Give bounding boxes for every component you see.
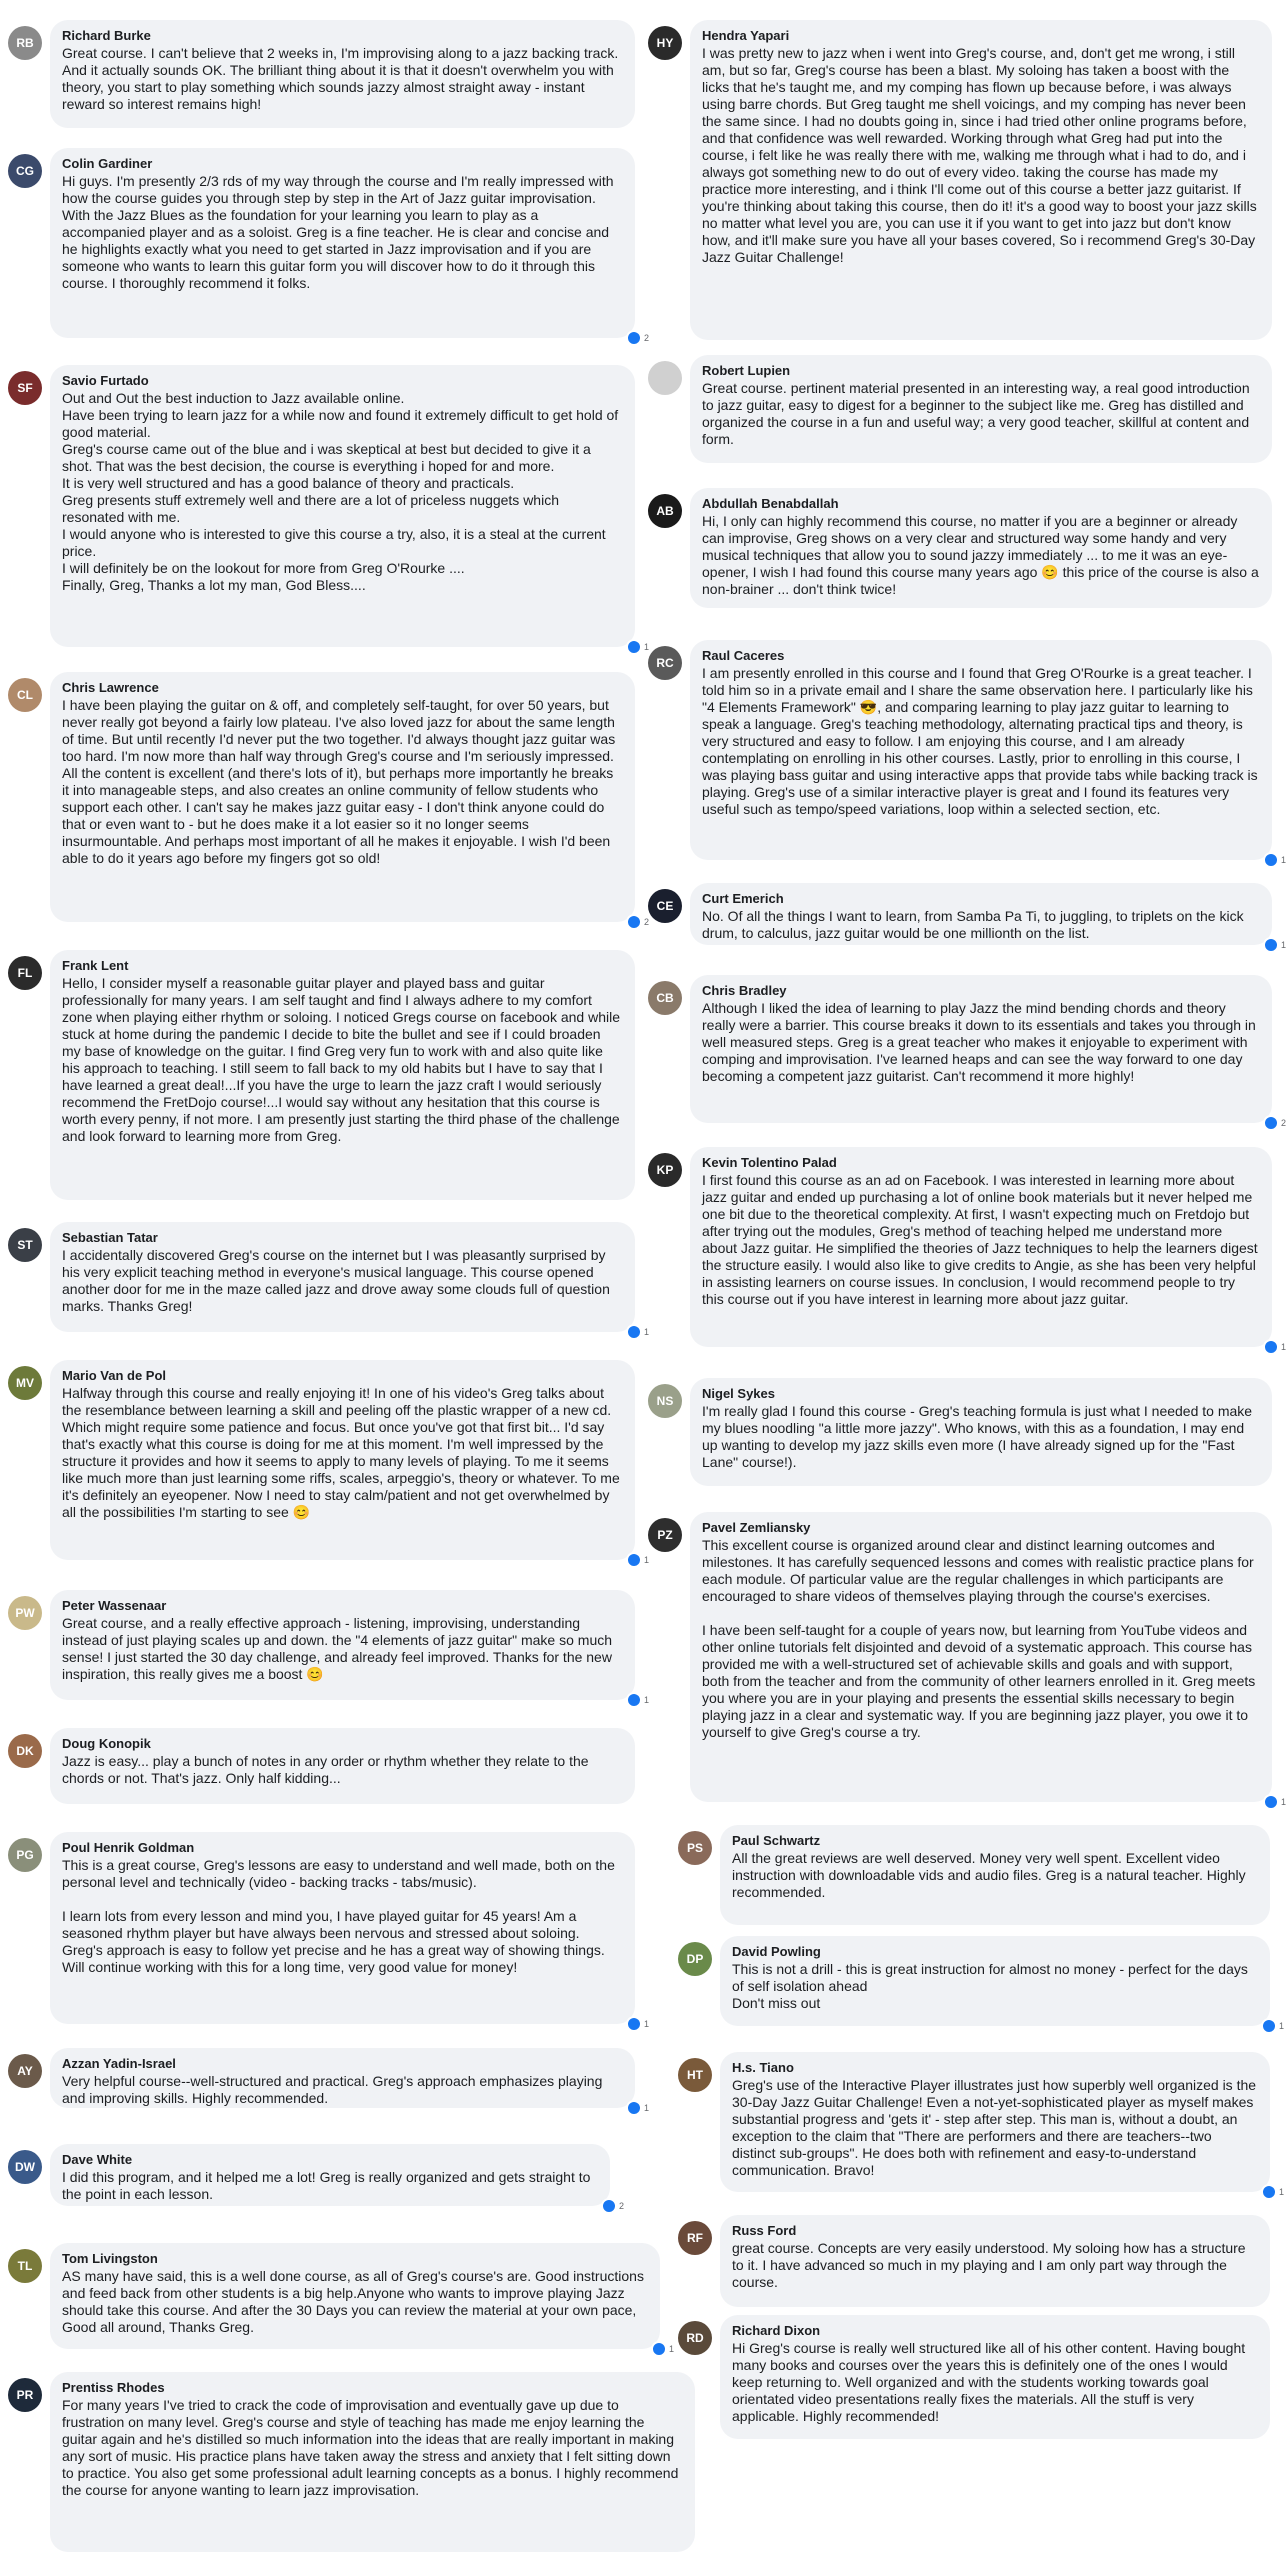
comment-text: Very helpful course--well-structured and practical. Greg's approach emphasizes playing and improving skills. Highly recommended. xyxy=(62,2073,607,2106)
comment-bubble xyxy=(50,365,649,652)
reaction-count[interactable]: 1 xyxy=(626,1324,649,1340)
comment-text: I did this program, and it helped me a lot! Greg is really organized and gets straight to the point in each lesson. xyxy=(62,2169,595,2202)
comment-text: Halfway through this course and really enjoying it! In one of his video's Greg talks about the resemblance between learning a skill and peeling off the plastic wrapper of a new cd. Which might require some patience and focus. But once you've got that first bit... I'd say that's exactly what this course is doing for me at this moment. I'm well impressed by the structure it provides and how it seems to apply to many levels of playing. To me it seems like much more than just learning some riffs, scales, arpeggio's, theory or whatever. To me it's definitely an eyeopener. Now I need to stay calm/patient and not get overwhelmed by all the possibilities I'm starting to see 😊 xyxy=(62,1385,624,1520)
comment-bubble xyxy=(690,640,1286,865)
avatar[interactable]: RC xyxy=(648,646,682,680)
like-icon xyxy=(651,2341,667,2357)
commenter-name[interactable]: Doug Konopik xyxy=(62,1736,151,1751)
comment-bubble xyxy=(50,148,649,343)
like-icon xyxy=(1263,852,1279,868)
comment-bubble xyxy=(720,1825,1270,1925)
like-icon xyxy=(626,1692,642,1708)
comment-text: I have been playing the guitar on & off, and completely self-taught, for over 50 years, but never really got beyond a fairly low plateau. I've also loved jazz for about the same length of time. But until recently I'd never put the two together. I'd always thought jazz guitar was too hard. I'm now more than half way through Greg's course and I'm seriously impressed. All the content is excellent (and there's lots of it), but perhaps more importantly he breaks it into manageable steps, and also creates an online community of fellow students who support each other. I can't say he makes jazz guitar easy - I don't think anyone could do that or even want to - but he does make it a lot easier so it no longer seems insurmountable. And perhaps most important of all he makes it enjoyable. I wish I'd been able to do it years ago before my fingers got so old! xyxy=(62,697,620,866)
comment-text: Great course. pertinent material presented in an interesting way, a real good introduction to jazz guitar, easy to digest for a beginner to the subject like me. Greg has distilled and organized the course in a fun and useful way; a very good teacher, skillful at content and form. xyxy=(702,380,1254,447)
commenter-name[interactable]: Dave White xyxy=(62,2152,133,2167)
comment-bubble xyxy=(720,2315,1270,2439)
comment-text: Although I liked the idea of learning to play Jazz the mind bending chords and theory really were a barrier. This course breaks it down to its essentials and takes you through in well measured steps. Greg is a great teacher who makes it enjoyable to experiment with comping and improvisation. I've learned heaps and can see the way forward to one day becoming a competent jazz guitarist. Can't recommend it more highly! xyxy=(702,1000,1260,1084)
avatar[interactable] xyxy=(648,361,682,395)
reaction-count[interactable]: 1 xyxy=(1261,2018,1284,2034)
like-icon xyxy=(626,2100,642,2116)
comment-text: This is not a drill - this is great instruction for almost no money - perfect for the days of self isolation ahead Don't miss out xyxy=(732,1961,1248,2011)
commenter-name[interactable]: Frank Lent xyxy=(62,958,129,973)
like-icon xyxy=(601,2198,617,2214)
comment-text: great course. Concepts are very easily understood. My soloing how has a structure to it. I have advanced so much in my playing and I am only part way through the course. xyxy=(732,2240,1250,2290)
like-icon xyxy=(626,914,642,930)
comment-text: I first found this course as an ad on Facebook. I was interested in learning more about jazz guitar and ended up purchasing a lot of online book materials but it never helped me one bit due to the theoretical complexity. At first, I wasn't expecting much on Fretdojo but after trying out the modules, Greg's method of teaching helped me understand more about Jazz guitar. He simplified the theories of Jazz techniques to help the learners digest the structure easily. I would also like to give credits to Angie, as she has been very helpful in assisting learners on course issues. In conclusion, I would recommend people to try this course out if you have interest in learning more about jazz guitar. xyxy=(702,1172,1262,1307)
comment-bubble xyxy=(720,1936,1284,2031)
comment-text: All the great reviews are well deserved. Money very well spent. Excellent video instruction with downloadable vids and audio files. Greg is a natural teacher. Highly recommended. xyxy=(732,1850,1250,1900)
reaction-count[interactable]: 2 xyxy=(626,914,649,930)
avatar[interactable]: PZ xyxy=(648,1518,682,1552)
avatar[interactable]: CB xyxy=(648,981,682,1015)
commenter-name[interactable]: Raul Caceres xyxy=(702,648,785,663)
comment-bubble xyxy=(50,2144,624,2211)
commenter-name[interactable]: Chris Bradley xyxy=(702,983,787,998)
comment-bubble xyxy=(690,355,1272,463)
comment-bubble xyxy=(50,2048,649,2113)
like-icon xyxy=(626,1324,642,1340)
like-icon xyxy=(1261,2018,1277,2034)
avatar[interactable]: HT xyxy=(678,2058,712,2092)
avatar[interactable]: DW xyxy=(8,2150,42,2184)
avatar[interactable]: DK xyxy=(8,1734,42,1768)
commenter-name[interactable]: Chris Lawrence xyxy=(62,680,159,695)
comment-bubble xyxy=(690,883,1286,950)
avatar[interactable]: CE xyxy=(648,889,682,923)
reaction-count[interactable]: 2 xyxy=(601,2198,624,2214)
commenter-name[interactable]: Abdullah Benabdallah xyxy=(702,496,839,511)
comment-text: Hi, I only can highly recommend this course, no matter if you are a beginner or already can improvise, Greg shows on a very clear and structured way some handy and very musical techniques that allow you to sound jazzy immediately ... to me it was an eye-opener, I wish I had found this course many years ago 😊 this price of the course is also a non-brainer ... don't think twice! xyxy=(702,513,1263,597)
comment-text: This excellent course is organized around clear and distinct learning outcomes and milestones. It has carefully sequenced lessons and comes with realistic practice plans for each module. Of particular value are the regular challenges in which participants are encouraged to share videos of themselves playing through the course's exercises. I have been self-taught for a couple of years now, but learning from YouTube videos and other online tutorials felt disjointed and devoid of a systematic approach. This course has provided me with a well-structured set of achievable skills and goals and with support, both from the teacher and from the community of other learners enrolled in it. Greg meets you where you are in your playing and presents the essential skills necessary to begin playing jazz in a clear and systematic way. If you are beginning jazz player, you owe it to yourself to give Greg's course a try. xyxy=(702,1537,1256,1740)
avatar[interactable]: KP xyxy=(648,1153,682,1187)
comment-text: This is a great course, Greg's lessons are easy to understand and well made, both on the personal level and technically (video - backing tracks - tabs/music). I learn lots from every lesson and mind you, I have played guitar for 45 years! Am a seasoned rhythm player but have always been nervous and stressed about soloing. Greg's approach is easy to follow yet precise and he has a great way of showing things. Will continue working with this for a long time, very good value for money! xyxy=(62,1857,615,1975)
avatar[interactable]: TL xyxy=(8,2249,42,2283)
like-icon xyxy=(1261,2184,1277,2200)
comment-text: Great course. I can't believe that 2 weeks in, I'm improvising along to a jazz backing track. And it actually sounds OK. The brilliant thing about it is that it doesn't overwhelm you with theory, you start to play something which sounds jazzy almost straight away - instant reward so interest remains high! xyxy=(62,45,622,112)
comment-bubble xyxy=(50,1728,635,1804)
avatar[interactable]: PR xyxy=(8,2378,42,2412)
comment-text: Great course, and a really effective approach - listening, improvising, understanding instead of just playing scales up and down. the "4 elements of jazz guitar" make so much sense! I just started the 30 day challenge, and already feel improved. Thanks for the new inspiration, this really gives me a boost 😊 xyxy=(62,1615,616,1682)
avatar[interactable]: AY xyxy=(8,2054,42,2088)
avatar[interactable]: PW xyxy=(8,1596,42,1630)
comment-bubble xyxy=(690,975,1286,1128)
commenter-name[interactable]: H.s. Tiano xyxy=(732,2060,794,2075)
comment-text: Hi Greg's course is really well structured like all of his other content. Having bought many books and courses over the years this is definitely one of the ones I would keep returning to. Well organized and with the students working towards goal orientated video presentations really fixes the materials. All the stuff is very applicable. Highly recommended! xyxy=(732,2340,1250,2424)
reaction-count[interactable]: 1 xyxy=(626,639,649,655)
commenter-name[interactable]: Peter Wassenaar xyxy=(62,1598,167,1613)
avatar[interactable]: CG xyxy=(8,154,42,188)
reaction-count[interactable]: 2 xyxy=(626,330,649,346)
like-icon xyxy=(626,2016,642,2032)
commenter-name[interactable]: Prentiss Rhodes xyxy=(62,2380,165,2395)
comment-text: Hi guys. I'm presently 2/3 rds of my way through the course and I'm really impressed with how the course guides you through step by step in the Art of Jazz guitar improvisation. With the Jazz Blues as the foundation for your learning you learn to play as a accompanied player and as a soloist. Greg is a fine teacher. He is clear and concise and he highlights exactly what you need to get started in Jazz improvisation and if you are someone who wants to learn this guitar form you will discover how to do it through this course. I thoroughly recommend it folks. xyxy=(62,173,618,291)
comment-text: No. Of all the things I want to learn, from Samba Pa Ti, to juggling, to triplets on the kick drum, to calculus, jazz guitar would be one millionth on the list. xyxy=(702,908,1248,941)
commenter-name[interactable]: Robert Lupien xyxy=(702,363,791,378)
comment-text: For many years I've tried to crack the code of improvisation and eventually gave up due to frustration on many level. Greg's course and style of teaching has made me enjoy learning the guitar again and he's distilled so much information into the ideas that are really important in making any sort of music. His practice plans have taken away the stress and anxiety that I felt sitting down to practice. You also get some professional adult learning concepts as a bonus. I highly recommend the course for anyone wanting to learn jazz improvisation. xyxy=(62,2397,683,2498)
avatar[interactable]: RB xyxy=(8,26,42,60)
commenter-name[interactable]: Russ Ford xyxy=(732,2223,797,2238)
commenter-name[interactable]: Kevin Tolentino Palad xyxy=(702,1155,837,1170)
comment-bubble xyxy=(50,2372,695,2552)
like-icon xyxy=(626,330,642,346)
commenter-name[interactable]: David Powling xyxy=(732,1944,821,1959)
commenter-name[interactable]: Hendra Yapari xyxy=(702,28,790,43)
avatar[interactable]: RF xyxy=(678,2221,712,2255)
comment-bubble xyxy=(690,488,1272,608)
comment-text: I am presently enrolled in this course and I found that Greg O'Rourke is a great teacher. I told him so in a private email and I share the same observation here. I particularly like his "4 Elements Framework" 😎, and comparing learning to play jazz guitar to learning to speak a language. Greg's teaching methodology, alternating practical tips and theory, is very structured and easy to follow. I am enjoying this course, and I am already contemplating on enrolling in his other courses. Lastly, prior to enrolling in this course, I was playing bass guitar and using interactive apps that provide tabs while backing track is playing. Greg's use of a similar interactive player is great and I found its features very useful such as tempo/speed variations, loop within a selected section, etc. xyxy=(702,665,1262,817)
comment-bubble xyxy=(50,950,635,1200)
commenter-name[interactable]: Poul Henrik Goldman xyxy=(62,1840,195,1855)
reaction-count[interactable]: 1 xyxy=(626,1552,649,1568)
reaction-count[interactable]: 1 xyxy=(1261,2184,1284,2200)
like-icon xyxy=(626,639,642,655)
commenter-name[interactable]: Tom Livingston xyxy=(62,2251,158,2266)
comment-text: I was pretty new to jazz when i went into Greg's course, and, don't get me wrong, i still am, but so far, Greg's course has been a blast. My soloing has taken a boost with the licks that he's taught me, and my comping has flown up because before, i was always using barre chords. But Greg taught me shell voicings, and my comping has never been the same since. I had no doubts going in, since i had tried other online programs before, and that confidence was well rewarded. Working through what Greg had put into the course, i felt like he was really there with me, walking me through what i had to do, and i always got something new to do out of every video. taking the course has made my practice more interesting, and i think I'll come out of this course a better jazz guitarist. If you're thinking about taking this course, then do it! it's a good way to boost your jazz skills no matter what level you are, you can use it if you want to get into jazz but don't know how, and it'll make sure you have all your bases covered, So i recommend Greg's 30-Day Jazz Guitar Challenge! xyxy=(702,45,1261,265)
comment-bubble xyxy=(50,1590,649,1705)
avatar[interactable]: ST xyxy=(8,1228,42,1262)
avatar[interactable]: MV xyxy=(8,1366,42,1400)
commenter-name[interactable]: Curt Emerich xyxy=(702,891,784,906)
reaction-count[interactable]: 2 xyxy=(1263,1115,1286,1131)
avatar[interactable]: FL xyxy=(8,956,42,990)
comment-bubble xyxy=(50,2243,674,2354)
like-icon xyxy=(1263,1115,1279,1131)
commenter-name[interactable]: Mario Van de Pol xyxy=(62,1368,167,1383)
comment-bubble xyxy=(720,2052,1284,2197)
comment-bubble xyxy=(690,1512,1286,1807)
avatar[interactable]: AB xyxy=(648,494,682,528)
comment-text: Jazz is easy... play a bunch of notes in any order or rhythm whether they relate to the chords or not. That's jazz. Only half kidding... xyxy=(62,1753,593,1786)
commenter-name[interactable]: Sebastian Tatar xyxy=(62,1230,158,1245)
comment-text: I accidentally discovered Greg's course on the internet but I was pleasantly surprised by his very explicit teaching method in everyone's musical language. This course opened another door for me in the maze called jazz and drove away some clouds full of question marks. Thanks Greg! xyxy=(62,1247,614,1314)
like-icon xyxy=(626,1552,642,1568)
commenter-name[interactable]: Azzan Yadin-Israel xyxy=(62,2056,176,2071)
reaction-count[interactable]: 1 xyxy=(626,1692,649,1708)
avatar[interactable]: PG xyxy=(8,1838,42,1872)
commenter-name[interactable]: Savio Furtado xyxy=(62,373,149,388)
comment-bubble xyxy=(720,2215,1270,2307)
comment-text: Hello, I consider myself a reasonable guitar player and played bass and guitar professionally for many years. I am self taught and find I always adhere to my comfort zone when playing either rhythm or soloing. I noticed Gregs course on facebook and while stuck at home during the pandemic I decide to bite the bullet and see if I could broaden my base of knowledge on the guitar. I find Greg very fun to work with and also quite like his approach to teaching. I still seem to fall back to my old habits but I have to say that I have learned a great deal!...If you have the urge to learn the jazz craft I would seriously recommend the FretDojo course!...I would say without any hesitation that this course is worth every penny, if not more. I am presently just starting the third phase of the challenge and look forward to learning more from Greg. xyxy=(62,975,624,1144)
reaction-count[interactable]: 1 xyxy=(1263,852,1286,868)
comment-bubble xyxy=(50,1832,649,2029)
avatar[interactable]: NS xyxy=(648,1384,682,1418)
reaction-count[interactable]: 1 xyxy=(1263,1339,1286,1355)
like-icon xyxy=(1263,1339,1279,1355)
commenter-name[interactable]: Colin Gardiner xyxy=(62,156,153,171)
avatar[interactable]: CL xyxy=(8,678,42,712)
like-icon xyxy=(1263,937,1279,953)
comment-bubble xyxy=(50,20,635,128)
commenter-name[interactable]: Pavel Zemliansky xyxy=(702,1520,811,1535)
commenter-name[interactable]: Richard Dixon xyxy=(732,2323,821,2338)
comment-bubble xyxy=(50,1360,649,1565)
comment-text: AS many have said, this is a well done course, as all of Greg's course's are. Good instructions and feed back from other students is a big help.Anyone who wants to improve playing Jazz should take this course. And after the 30 Days you can review the material at your own pace, Good all around, Thanks Greg. xyxy=(62,2268,648,2335)
comment-bubble xyxy=(690,20,1272,340)
reaction-count[interactable]: 1 xyxy=(626,2100,649,2116)
reaction-count[interactable]: 1 xyxy=(651,2341,674,2357)
comment-bubble xyxy=(690,1147,1286,1352)
commenter-name[interactable]: Richard Burke xyxy=(62,28,151,43)
avatar[interactable]: DP xyxy=(678,1942,712,1976)
comment-bubble xyxy=(50,672,649,927)
reaction-count[interactable]: 1 xyxy=(1263,937,1286,953)
reaction-count[interactable]: 1 xyxy=(626,2016,649,2032)
reaction-count[interactable]: 1 xyxy=(1263,1794,1286,1810)
commenter-name[interactable]: Nigel Sykes xyxy=(702,1386,775,1401)
avatar[interactable]: PS xyxy=(678,1831,712,1865)
avatar[interactable]: RD xyxy=(678,2321,712,2355)
avatar[interactable]: HY xyxy=(648,26,682,60)
commenter-name[interactable]: Paul Schwartz xyxy=(732,1833,821,1848)
comment-text: Out and Out the best induction to Jazz available online. Have been trying to learn jazz for a while now and found it extremely difficult to get hold of good material. Greg's course came out of the blue and i was skeptical at best but decided to give it a shot. That was the best decision, the course is everything i hoped for and more. It is very well structured and has a good balance of theory and practicals. Greg presents stuff extremely well and there are a lot of priceless nuggets which resonated with me. I would anyone who is interested to give this course a try, also, it is a steal at the current price. I will definitely be on the lookout for more from Greg O'Rourke .... Finally, Greg, Thanks a lot my man, God Bless.... xyxy=(62,390,619,593)
like-icon xyxy=(1263,1794,1279,1810)
comment-text: Greg's use of the Interactive Player illustrates just how superbly well organized is the 30-Day Jazz Guitar Challenge! Even a not-yet-sophisticated player as myself makes substantial progress and 'gets it' - step after step. This man is, without a doubt, an exception to the claim that "There are performers and there are teachers--two distinct sub-groups". He does both with refinement and easy-to-understand communication. Bravo! xyxy=(732,2077,1260,2178)
comment-bubble xyxy=(690,1378,1272,1486)
comment-bubble xyxy=(50,1222,649,1337)
avatar[interactable]: SF xyxy=(8,371,42,405)
comment-text: I'm really glad I found this course - Greg's teaching formula is just what I needed to make my blues noodling "a little more jazzy". Who knows, with this as a foundation, I may end up wanting to develop my jazz skills even more (I have already signed up for the "Fast Lane" course!). xyxy=(702,1403,1256,1470)
